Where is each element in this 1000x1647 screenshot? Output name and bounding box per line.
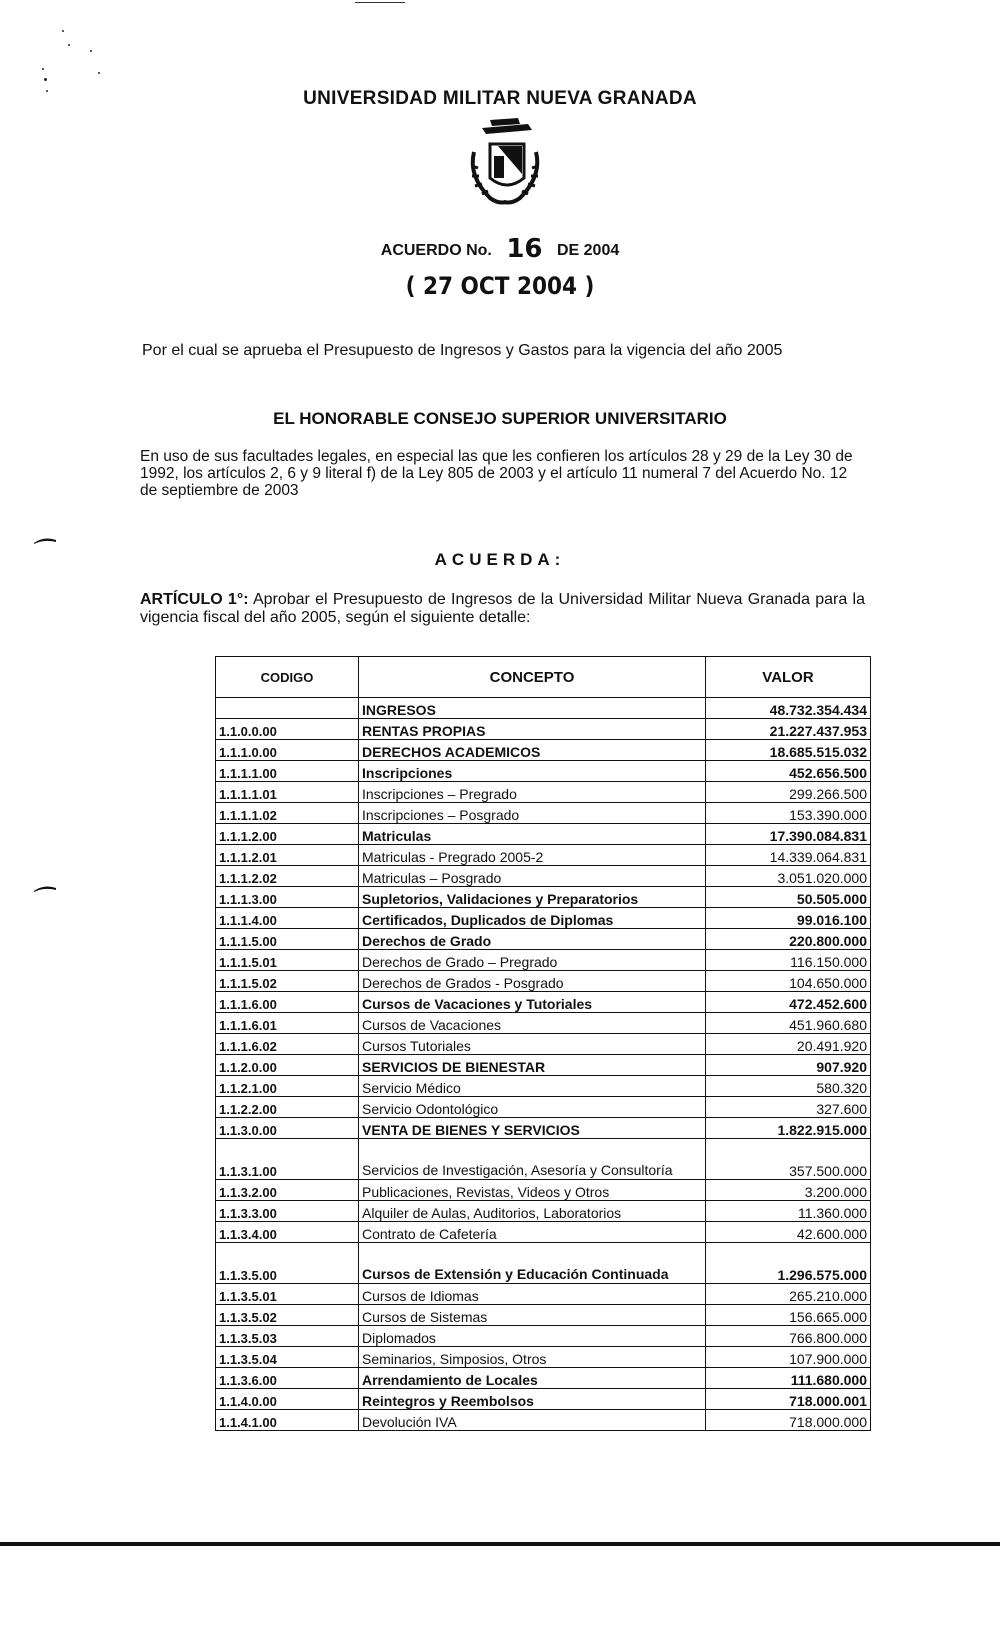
- row-value: 3.200.000: [706, 1180, 871, 1201]
- table-row: [216, 698, 871, 719]
- row-concept: Diplomados: [359, 1326, 706, 1347]
- row-value: 265.210.000: [706, 1284, 871, 1305]
- row-concept: Alquiler de Aulas, Auditorios, Laboratorios: [359, 1201, 706, 1222]
- row-value: 116.150.000: [706, 950, 871, 971]
- row-code: 1.1.3.5.03: [216, 1326, 359, 1347]
- table-row: [216, 950, 871, 971]
- table-row: [216, 1139, 871, 1180]
- row-code: 1.1.1.2.00: [216, 824, 359, 845]
- bottom-scan-line: [0, 1542, 1000, 1546]
- row-code: 1.1.3.1.00: [216, 1139, 359, 1180]
- row-code: 1.1.1.6.02: [216, 1034, 359, 1055]
- row-concept: Cursos de Vacaciones: [359, 1013, 706, 1034]
- row-code: 1.1.3.5.00: [216, 1243, 359, 1284]
- row-code: 1.1.1.5.01: [216, 950, 359, 971]
- row-code: 1.1.4.0.00: [216, 1389, 359, 1410]
- row-concept: Cursos Tutoriales: [359, 1034, 706, 1055]
- row-value: 18.685.515.032: [706, 740, 871, 761]
- table-row: [216, 1076, 871, 1097]
- table-row: [216, 887, 871, 908]
- row-concept: DERECHOS ACADEMICOS: [359, 740, 706, 761]
- row-concept: Derechos de Grado: [359, 929, 706, 950]
- row-value: 220.800.000: [706, 929, 871, 950]
- table-row: [216, 1055, 871, 1076]
- row-code: 1.1.3.4.00: [216, 1222, 359, 1243]
- column-header-value: VALOR: [706, 657, 871, 698]
- acuerdo-date: ( 27 OCT 2004 ): [405, 272, 595, 300]
- row-code: 1.1.3.5.04: [216, 1347, 359, 1368]
- acuerdo-year: DE 2004: [556, 242, 620, 259]
- row-concept: Arrendamiento de Locales: [359, 1368, 706, 1389]
- row-code: 1.1.1.5.02: [216, 971, 359, 992]
- table-row: [216, 1013, 871, 1034]
- row-concept: Cursos de Vacaciones y Tutoriales: [359, 992, 706, 1013]
- row-concept: Cursos de Extensión y Educación Continuada: [359, 1243, 706, 1284]
- row-concept: Inscripciones – Posgrado: [359, 803, 706, 824]
- row-concept: Cursos de Sistemas: [359, 1305, 706, 1326]
- row-value: 451.960.680: [706, 1013, 871, 1034]
- row-concept: SERVICIOS DE BIENESTAR: [359, 1055, 706, 1076]
- table-row: [216, 866, 871, 887]
- table-row: [216, 803, 871, 824]
- scan-speck: [98, 72, 100, 74]
- row-concept: Devolución IVA: [359, 1410, 706, 1431]
- row-code: 1.1.1.5.00: [216, 929, 359, 950]
- council-heading: EL HONORABLE CONSEJO SUPERIOR UNIVERSITARIO: [273, 409, 727, 428]
- row-code: 1.1.3.2.00: [216, 1180, 359, 1201]
- row-concept: Contrato de Cafetería: [359, 1222, 706, 1243]
- row-value: 452.656.500: [706, 761, 871, 782]
- table-row: [216, 1389, 871, 1410]
- column-header-code: CODIGO: [216, 657, 359, 698]
- table-row: [216, 971, 871, 992]
- row-code: 1.1.1.2.02: [216, 866, 359, 887]
- row-value: 21.227.437.953: [706, 719, 871, 740]
- row-code: 1.1.3.5.02: [216, 1305, 359, 1326]
- row-value: 1.296.575.000: [706, 1243, 871, 1284]
- scan-speck: [44, 78, 47, 81]
- table-row: [216, 719, 871, 740]
- row-value: 580.320: [706, 1076, 871, 1097]
- row-concept: Certificados, Duplicados de Diplomas: [359, 908, 706, 929]
- table-row: [216, 1201, 871, 1222]
- table-row: [216, 1410, 871, 1431]
- scan-speck: [42, 68, 44, 70]
- table-row: [216, 1097, 871, 1118]
- row-value: 17.390.084.831: [706, 824, 871, 845]
- row-value: 48.732.354.434: [706, 698, 871, 719]
- row-code: 1.1.1.6.00: [216, 992, 359, 1013]
- row-value: 156.665.000: [706, 1305, 871, 1326]
- table-row: [216, 908, 871, 929]
- table-row: [216, 1180, 871, 1201]
- row-code: 1.1.3.0.00: [216, 1118, 359, 1139]
- row-code: [216, 698, 359, 719]
- row-value: 153.390.000: [706, 803, 871, 824]
- row-code: 1.1.1.1.00: [216, 761, 359, 782]
- row-concept: Reintegros y Reembolsos: [359, 1389, 706, 1410]
- row-concept: Cursos de Idiomas: [359, 1284, 706, 1305]
- budget-table-body: [216, 698, 871, 1431]
- row-concept: Servicio Odontológico: [359, 1097, 706, 1118]
- row-concept: INGRESOS: [359, 698, 706, 719]
- row-value: 1.822.915.000: [706, 1118, 871, 1139]
- row-code: 1.1.2.0.00: [216, 1055, 359, 1076]
- row-code: 1.1.1.2.01: [216, 845, 359, 866]
- row-code: 1.1.3.3.00: [216, 1201, 359, 1222]
- top-scan-line: [355, 2, 405, 3]
- row-value: 299.266.500: [706, 782, 871, 803]
- table-row: [216, 1222, 871, 1243]
- row-code: 1.1.3.6.00: [216, 1368, 359, 1389]
- row-value: 3.051.020.000: [706, 866, 871, 887]
- acuerda-heading: ACUERDA:: [434, 550, 566, 569]
- row-concept: Inscripciones: [359, 761, 706, 782]
- row-concept: Matriculas – Posgrado: [359, 866, 706, 887]
- institution-title: UNIVERSIDAD MILITAR NUEVA GRANADA: [303, 88, 697, 109]
- acuerdo-label: ACUERDO No.: [380, 242, 492, 259]
- scan-speck: [90, 50, 92, 52]
- row-concept: Derechos de Grados - Posgrado: [359, 971, 706, 992]
- table-row: [216, 1118, 871, 1139]
- table-row: [216, 845, 871, 866]
- row-value: 20.491.920: [706, 1034, 871, 1055]
- row-code: 1.1.0.0.00: [216, 719, 359, 740]
- row-value: 99.016.100: [706, 908, 871, 929]
- table-row: [216, 1284, 871, 1305]
- scan-speck: [62, 30, 64, 32]
- row-concept: Supletorios, Validaciones y Preparatorios: [359, 887, 706, 908]
- university-crest-icon: [460, 116, 550, 212]
- table-row: [216, 1326, 871, 1347]
- table-row: [216, 1243, 871, 1284]
- row-value: 327.600: [706, 1097, 871, 1118]
- table-row: [216, 761, 871, 782]
- row-concept: RENTAS PROPIAS: [359, 719, 706, 740]
- column-header-concept: CONCEPTO: [359, 657, 706, 698]
- punch-mark-icon: [34, 536, 56, 544]
- row-value: 718.000.000: [706, 1410, 871, 1431]
- row-code: 1.1.1.4.00: [216, 908, 359, 929]
- table-row: [216, 740, 871, 761]
- row-concept: Seminarios, Simposios, Otros: [359, 1347, 706, 1368]
- row-concept: Matriculas - Pregrado 2005-2: [359, 845, 706, 866]
- row-value: 111.680.000: [706, 1368, 871, 1389]
- table-header-row: [216, 657, 871, 698]
- row-code: 1.1.2.2.00: [216, 1097, 359, 1118]
- article-1: [140, 591, 865, 627]
- article-1-text: Aprobar el Presupuesto de Ingresos de la Universidad Militar Nueva Granada para la vigencia fiscal del año 2005, según el siguiente detalle:: [140, 591, 865, 626]
- row-value: 357.500.000: [706, 1139, 871, 1180]
- punch-mark-icon: [34, 884, 56, 892]
- row-value: 107.900.000: [706, 1347, 871, 1368]
- scan-speck: [68, 44, 70, 46]
- legal-considerations: En uso de sus facultades legales, en especial las que les confieren los artículos 28 y 29 de la Ley 30 de 1992, los artículos 2, 6 y 9 literal f) de la Ley 805 de 2003 y el artículo 11 numeral 7 del Acuerdo No. 12 de septiembre de 2003: [140, 448, 853, 499]
- row-value: 11.360.000: [706, 1201, 871, 1222]
- budget-table: [215, 656, 871, 1431]
- row-value: 907.920: [706, 1055, 871, 1076]
- table-row: [216, 1347, 871, 1368]
- row-code: 1.1.1.1.01: [216, 782, 359, 803]
- row-value: 472.452.600: [706, 992, 871, 1013]
- row-code: 1.1.1.6.01: [216, 1013, 359, 1034]
- table-row: [216, 824, 871, 845]
- row-code: 1.1.2.1.00: [216, 1076, 359, 1097]
- row-concept: Inscripciones – Pregrado: [359, 782, 706, 803]
- row-concept: Matriculas: [359, 824, 706, 845]
- row-concept: VENTA DE BIENES Y SERVICIOS: [359, 1118, 706, 1139]
- row-value: 50.505.000: [706, 887, 871, 908]
- row-value: 104.650.000: [706, 971, 871, 992]
- table-row: [216, 1034, 871, 1055]
- acuerdo-subject: Por el cual se aprueba el Presupuesto de Ingresos y Gastos para la vigencia del año 2005: [142, 342, 783, 359]
- row-concept: Servicio Médico: [359, 1076, 706, 1097]
- article-1-label: ARTÍCULO 1°:: [140, 591, 249, 608]
- table-row: [216, 1368, 871, 1389]
- row-code: 1.1.3.5.01: [216, 1284, 359, 1305]
- row-concept: Derechos de Grado – Pregrado: [359, 950, 706, 971]
- acuerdo-heading: [0, 234, 1000, 264]
- row-code: 1.1.4.1.00: [216, 1410, 359, 1431]
- row-value: 718.000.001: [706, 1389, 871, 1410]
- row-value: 766.800.000: [706, 1326, 871, 1347]
- row-concept: Publicaciones, Revistas, Videos y Otros: [359, 1180, 706, 1201]
- table-row: [216, 1305, 871, 1326]
- row-code: 1.1.1.3.00: [216, 887, 359, 908]
- table-row: [216, 929, 871, 950]
- row-code: 1.1.1.0.00: [216, 740, 359, 761]
- row-concept: Servicios de Investigación, Asesoría y Consultoría: [359, 1139, 706, 1180]
- row-value: 14.339.064.831: [706, 845, 871, 866]
- row-value: 42.600.000: [706, 1222, 871, 1243]
- acuerdo-number: 16: [506, 234, 543, 264]
- row-code: 1.1.1.1.02: [216, 803, 359, 824]
- table-row: [216, 992, 871, 1013]
- table-row: [216, 782, 871, 803]
